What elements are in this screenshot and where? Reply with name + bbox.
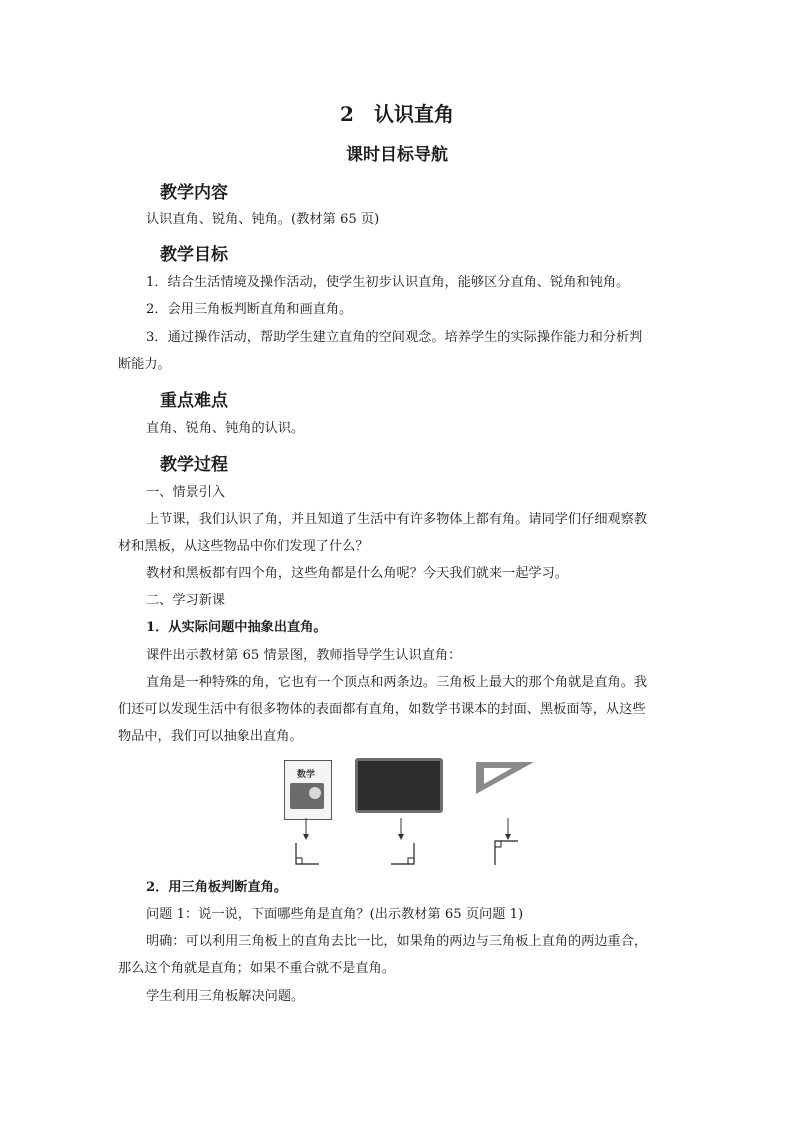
content-text: 认识直角、锐角、钝角。(教材第 65 页) — [146, 212, 380, 227]
triangle-ruler-image — [474, 760, 536, 796]
arrow-2-icon — [395, 818, 407, 842]
part-1-para-1-line-1: 上节课，我们认识了角，并且知道了生活中有许多物体上都有角。请同学们仔细观察教 — [146, 512, 648, 527]
arrow-1-icon — [300, 818, 312, 842]
step-2-answer-line-1: 明确：可以利用三角板上的直角去比一比，如果角的两边与三角板上直角的两边重合， — [146, 934, 648, 949]
right-angle-1-icon — [295, 843, 321, 865]
goal-1: 1．结合生活情境及操作活动，使学生初步认识直角，能够区分直角、锐角和钝角。 — [146, 275, 630, 290]
step-1-para-1: 课件出示教材第 65 情景图，教师指导学生认识直角： — [146, 648, 462, 663]
part-1-para-2: 教材和黑板都有四个角，这些角都是什么角呢？今天我们就来一起学习。 — [146, 566, 568, 581]
right-angle-3-icon — [494, 840, 520, 866]
section-heading-process: 教学过程 — [160, 455, 228, 475]
step-1-title: 1．从实际问题中抽象出直角。 — [146, 620, 327, 635]
key-text: 直角、锐角、钝角的认识。 — [146, 421, 305, 436]
section-heading-content: 教学内容 — [160, 183, 228, 203]
step-2-question-1: 问题 1：说一说，下面哪些角是直角？(出示教材第 65 页问题 1) — [146, 907, 524, 922]
step-1-para-2-line-1: 直角是一种特殊的角，它也有一个顶点和两条边。三角板上最大的那个角就是直角。我 — [146, 675, 648, 690]
goal-3-line-1: 3．通过操作活动，帮助学生建立直角的空间观念。培养学生的实际操作能力和分析判 — [146, 330, 643, 345]
part-1-para-1-line-2: 材和黑板，从这些物品中你们发现了什么？ — [118, 539, 369, 554]
textbook-image — [284, 760, 332, 820]
part-1-title: 一、情景引入 — [146, 485, 226, 500]
step-2-title: 2．用三角板判断直角。 — [146, 880, 288, 895]
step-1-para-2-line-2: 们还可以发现生活中有很多物体的表面都有直角，如数学书课本的封面、黑板面等，从这些 — [118, 702, 646, 717]
step-2-para-3: 学生利用三角板解决问题。 — [146, 989, 305, 1004]
step-1-para-2-line-3: 物品中，我们可以抽象出直角。 — [118, 729, 303, 744]
part-2-title: 二、学习新课 — [146, 593, 226, 608]
goal-3-line-2: 断能力。 — [118, 357, 171, 372]
section-heading-goals: 教学目标 — [160, 245, 228, 265]
textbook-cover-globe — [309, 787, 321, 799]
right-angle-2-icon — [390, 843, 416, 865]
section-heading-key: 重点难点 — [160, 391, 228, 411]
goal-2: 2．会用三角板判断直角和画直角。 — [146, 302, 353, 317]
textbook-cover-title: 数学 — [297, 770, 316, 780]
blackboard-image — [355, 758, 443, 813]
arrow-3-icon — [502, 818, 514, 842]
step-2-answer-line-2: 那么这个角就是直角；如果不重合就不是直角。 — [118, 961, 395, 976]
page-subtitle: 课时目标导航 — [346, 145, 448, 165]
page-title: 2 认识直角 — [340, 102, 454, 126]
